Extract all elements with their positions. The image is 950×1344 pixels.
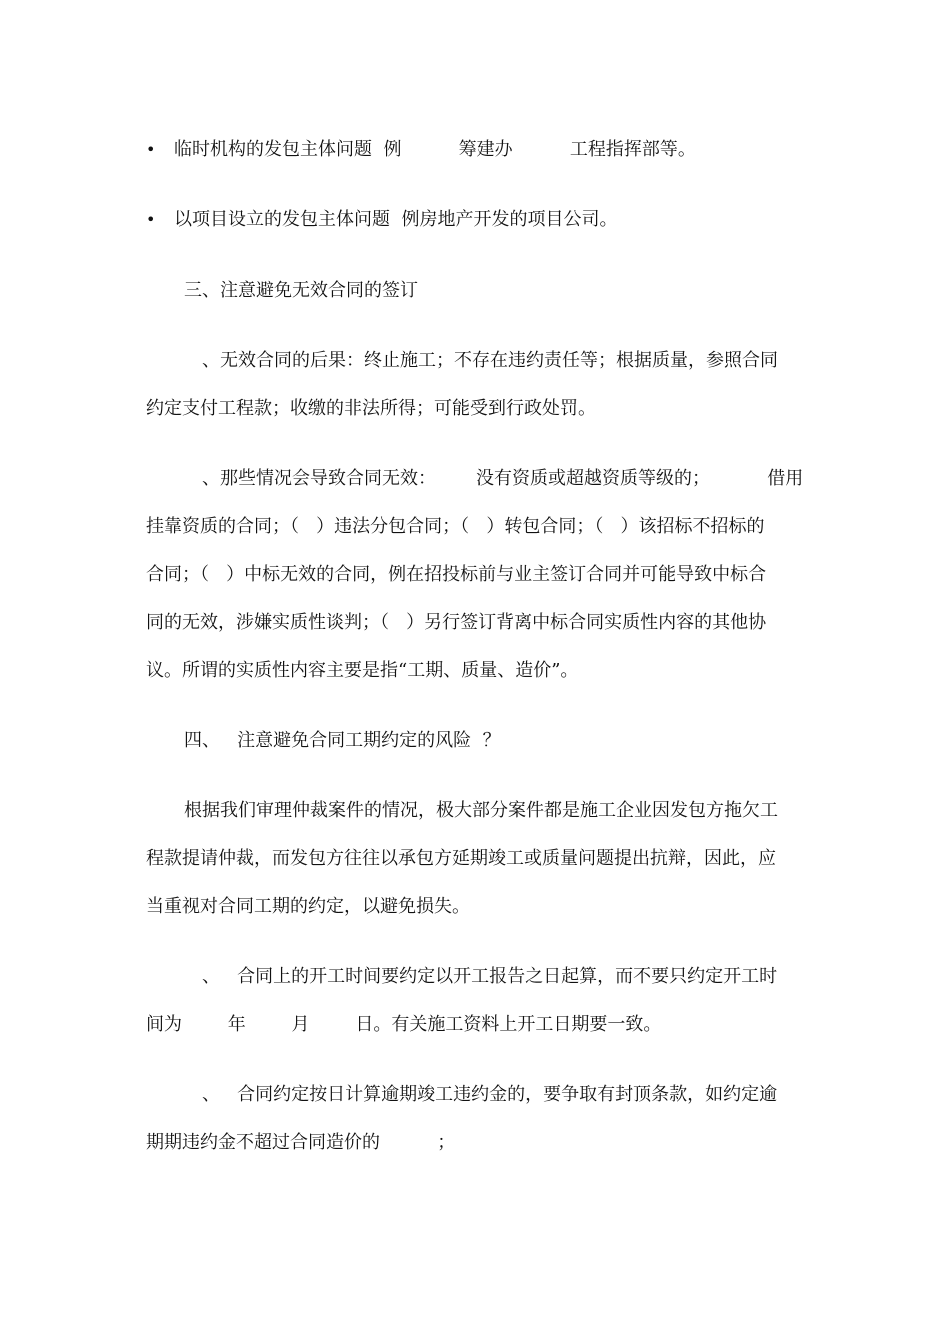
section-heading: 三、注意避免无效合同的签订 [184,280,418,301]
bullet-marker: • [146,210,156,229]
paragraph-line: 根据我们审理仲裁案件的情况，极大部分案件都是施工企业因发包方拖欠工 [184,800,778,821]
paragraph-line: 期期违约金不超过合同造价的 ； [146,1132,456,1153]
bullet-item-text: 以项目设立的发包主体问题 例房地产开发的项目公司。 [174,209,618,230]
bullet-item-text: 临时机构的发包主体问题 例 筹建办 工程指挥部等。 [174,139,696,160]
bullet-marker: • [146,140,156,159]
paragraph-line: 议。所谓的实质性内容主要是指“工期、质量、造价”。 [146,660,579,681]
paragraph-line: 、无效合同的后果：终止施工；不存在违约责任等；根据质量，参照合同 [202,350,778,371]
paragraph-line: 、那些情况会导致合同无效： 没有资质或超越资质等级的； 借用 [202,468,804,489]
paragraph-line: 同的无效，涉嫌实质性谈判；（ ）另行签订背离中标合同实质性内容的其他协 [146,612,767,633]
paragraph-line: 程款提请仲裁，而发包方往往以承包方延期竣工或质量问题提出抗辩，因此，应 [146,848,776,869]
section-heading: 四、 注意避免合同工期约定的风险 ？ [184,730,501,751]
paragraph-line: 合同；（ ）中标无效的合同，例在招投标前与业主签订合同并可能导致中标合 [146,564,767,585]
paragraph-line: 间为 年 月 日。有关施工资料上开工日期要一致。 [146,1014,662,1035]
paragraph-line: 、 合同上的开工时间要约定以开工报告之日起算，而不要只约定开工时 [202,966,778,987]
paragraph-line: 挂靠资质的合同；（ ）违法分包合同；（ ）转包合同；（ ）该招标不招标的 [146,516,765,537]
paragraph-line: 约定支付工程款；收缴的非法所得；可能受到行政处罚。 [146,398,596,419]
paragraph-line: 当重视对合同工期的约定，以避免损失。 [146,896,470,917]
paragraph-line: 、 合同约定按日计算逾期竣工违约金的，要争取有封顶条款，如约定逾 [202,1084,778,1105]
